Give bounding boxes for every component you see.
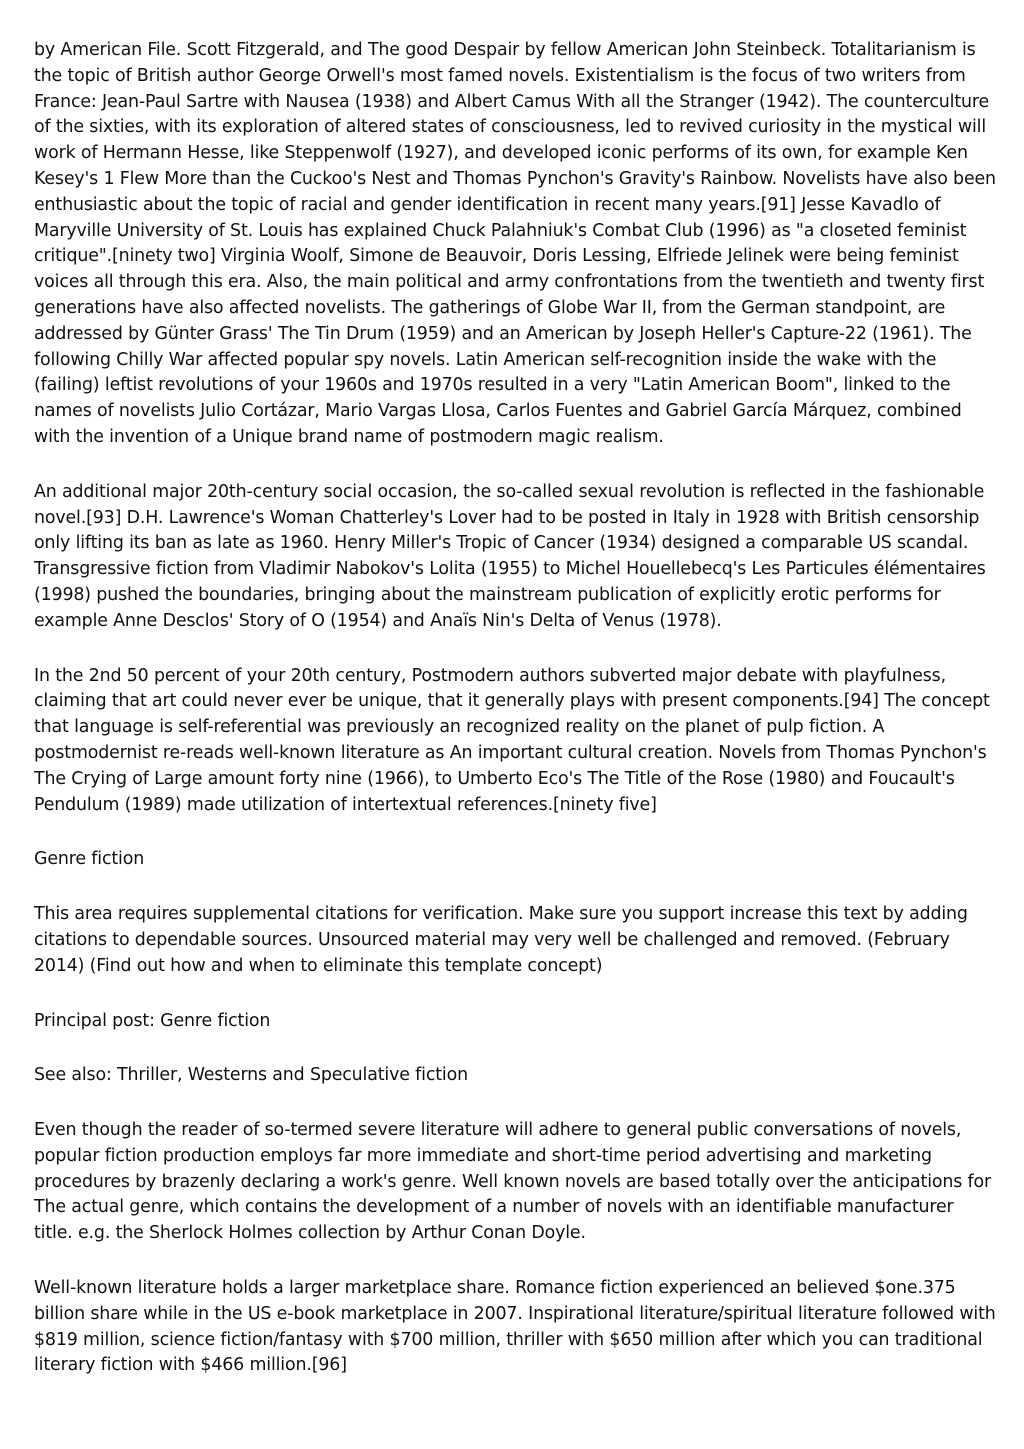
paragraph-market-share: Well-known literature holds a larger marketplace share. Romance fiction experienced an believed $one.375 billion share while in the US e-book marketplace in 2007. Inspirational literature/spiritual literature followed with $819 million, science fiction/fantasy with $700 million, thriller with $650 million after which you can traditional literary fiction with $466 million.[96] xyxy=(34,1278,996,1376)
paragraph-20th-century-themes: by American File. Scott Fitzgerald, and The good Despair by fellow American John Steinbeck. Totalitarianism is the topic of British author George Orwell's most famed novels. Existentialism is the focus of two writers from France: Jean-Paul Sartre with Nausea (1938) and Albert Camus With all the Stranger (1942). The counterculture of the sixties, with its exploration of altered states of consciousness, led to revived curiosity in the mystical will work of Hermann Hesse, like Steppenwolf (1927), and developed iconic performs of its own, for example Ken Kesey's 1 Flew More than the Cuckoo's Nest and Thomas Pynchon's Gravity's Rainbow. Novelists have also been enthusiastic about the topic of racial and gender identification in recent many years.[91] Jesse Kavadlo of Maryville University of St. Louis has explained Chuck Palahniuk's Combat Club (1996) as "a closeted feminist critique".[ninety two] Virginia Woolf, Simone de Beauvoir, Doris Lessing, Elfriede Jelinek were being feminist voices all through this era. Also, the main political and army confrontations from the twentieth and twenty first generations have also affected novelists. The gatherings of Globe War II, from the German standpoint, are addressed by Günter Grass' The Tin Drum (1959) and an American by Joseph Heller's Capture-22 (1961). The following Chilly War affected popular spy novels. Latin American self-recognition inside the wake with the (failing) leftist revolutions of your 1960s and 1970s resulted in a very "Latin American Boom", linked to the names of novelists Julio Cortázar, Mario Vargas Llosa, Carlos Fuentes and Gabriel García Márquez, combined with the invention of a Unique brand name of postmodern magic realism. xyxy=(34,40,996,447)
main-article-note: Principal post: Genre fiction xyxy=(34,1010,271,1031)
section-heading-genre-fiction: Genre fiction xyxy=(34,849,145,870)
document-body xyxy=(34,38,996,1379)
paragraph-postmodern: In the 2nd 50 percent of your 20th century, Postmodern authors subverted major debate with playfulness, claiming that art could never ever be unique, that it generally plays with present components.[94] The concept that language is self-referential was previously an recognized reality on the planet of pulp fiction. A postmodernist re-reads well-known literature as An important cultural creation. Novels from Thomas Pynchon's The Crying of Large amount forty nine (1966), to Umberto Eco's The Title of the Rose (1980) and Foucault's Pendulum (1989) made utilization of intertextual references.[ninety five] xyxy=(34,665,990,815)
paragraph-popular-fiction: Even though the reader of so-termed severe literature will adhere to general public conversations of novels, popular fiction production employs far more immediate and short-time period advertising and marketing procedures by brazenly declaring a work's genre. Well known novels are based totally over the anticipations for The actual genre, which contains the development of a number of novels with an identifiable manufacturer title. e.g. the Sherlock Holmes collection by Arthur Conan Doyle. xyxy=(34,1120,992,1244)
see-also-note: See also: Thriller, Westerns and Speculative fiction xyxy=(34,1065,468,1086)
citation-notice: This area requires supplemental citations for verification. Make sure you support increase this text by adding citations to dependable sources. Unsourced material may very well be challenged and removed. (February 2014) (Find out how and when to eliminate this template concept) xyxy=(34,904,968,976)
paragraph-sexual-revolution: An additional major 20th-century social occasion, the so-called sexual revolution is reflected in the fashionable novel.[93] D.H. Lawrence's Woman Chatterley's Lover had to be posted in Italy in 1928 with British censorship only lifting its ban as late as 1960. Henry Miller's Tropic of Cancer (1934) designed a comparable US scandal. Transgressive fiction from Vladimir Nabokov's Lolita (1955) to Michel Houellebecq's Les Particules élémentaires (1998) pushed the boundaries, bringing about the mainstream publication of explicitly erotic performs for example Anne Desclos' Story of O (1954) and Anaïs Nin's Delta of Venus (1978). xyxy=(34,481,986,631)
